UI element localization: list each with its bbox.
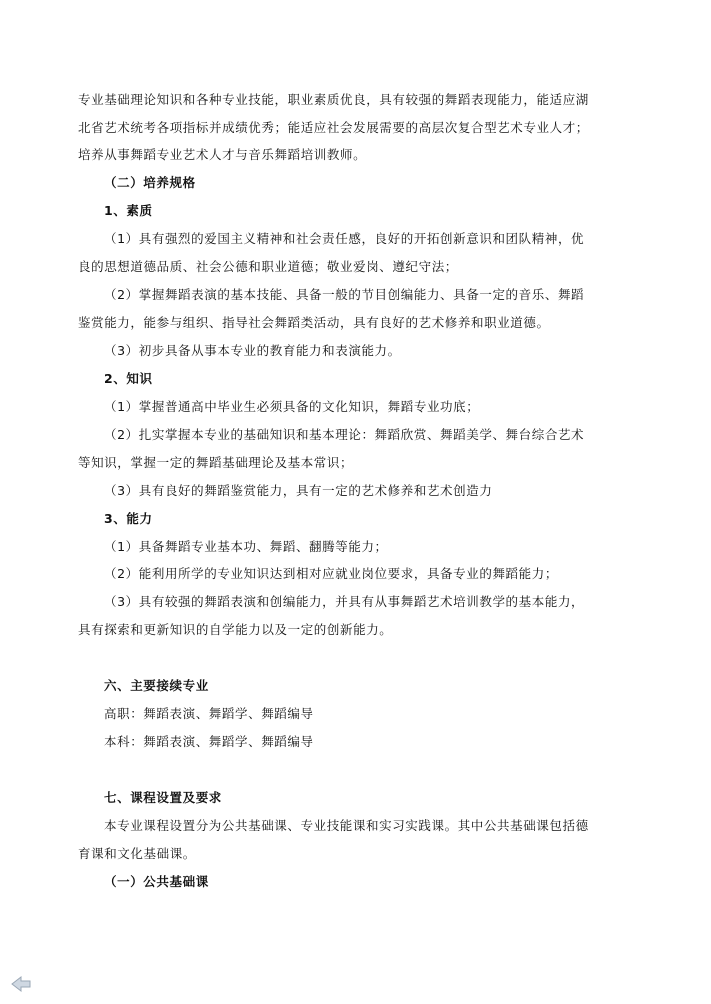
paragraph-line: 专业基础理论知识和各种专业技能，职业素质优良，具有较强的舞蹈表现能力，能适应湖 [78, 92, 589, 107]
paragraph-line: （2）扎实掌握本专业的基础知识和基本理论：舞蹈欣赏、舞蹈美学、舞台综合艺术 [104, 427, 585, 442]
paragraph-line: 等知识，掌握一定的舞蹈基础理论及基本常识； [78, 455, 354, 470]
paragraph-line: （1）具备舞蹈专业基本功、舞蹈、翻腾等能力； [104, 539, 388, 554]
paragraph-line: （3）初步具备从事本专业的教育能力和表演能力。 [104, 343, 401, 358]
paragraph-line: （3）具有良好的舞蹈鉴赏能力，具有一定的艺术修养和艺术创造力 [104, 483, 493, 498]
paragraph-line: （3）具有较强的舞蹈表演和创编能力，并具有从事舞蹈艺术培训教学的基本能力， [104, 594, 585, 609]
paragraph-line: （1）掌握普通高中毕业生必须具备的文化知识，舞蹈专业功底； [104, 399, 480, 414]
paragraph-line: 高职：舞蹈表演、舞蹈学、舞蹈编导 [104, 706, 314, 721]
section-heading: （二）培养规格 [104, 175, 196, 190]
paragraph-line: 良的思想道德品质、社会公德和职业道德；敬业爱岗、遵纪守法； [78, 259, 458, 274]
arrow-left-icon[interactable] [10, 975, 32, 993]
subsection-heading: 1、素质 [104, 203, 153, 218]
paragraph-line: 培养从事舞蹈专业艺术人才与音乐舞蹈培训教师。 [78, 147, 367, 162]
subsection-heading: 3、能力 [104, 511, 153, 526]
paragraph-line: 具有探索和更新知识的自学能力以及一定的创新能力。 [78, 622, 393, 637]
paragraph-line: 育课和文化基础课。 [78, 846, 196, 861]
section-heading: （一）公共基础课 [104, 874, 209, 889]
section-heading: 七、课程设置及要求 [104, 790, 222, 805]
paragraph-line: 本专业课程设置分为公共基础课、专业技能课和实习实践课。其中公共基础课包括德 [104, 818, 589, 833]
section-heading: 六、主要接续专业 [104, 678, 209, 693]
subsection-heading: 2、知识 [104, 371, 153, 386]
paragraph-line: （2）掌握舞蹈表演的基本技能、具备一般的节目创编能力、具备一定的音乐、舞蹈 [104, 287, 585, 302]
paragraph-line: 鉴赏能力，能参与组织、指导社会舞蹈类活动，具有良好的艺术修养和职业道德。 [78, 315, 550, 330]
paragraph-line: 本科：舞蹈表演、舞蹈学、舞蹈编导 [104, 734, 314, 749]
paragraph-line: （1）具有强烈的爱国主义精神和社会责任感，良好的开拓创新意识和团队精神，优 [104, 231, 585, 246]
paragraph-line: （2）能利用所学的专业知识达到相对应就业岗位要求，具备专业的舞蹈能力； [104, 566, 558, 581]
paragraph-line: 北省艺术统考各项指标并成绩优秀；能适应社会发展需要的高层次复合型艺术专业人才； [78, 120, 589, 135]
